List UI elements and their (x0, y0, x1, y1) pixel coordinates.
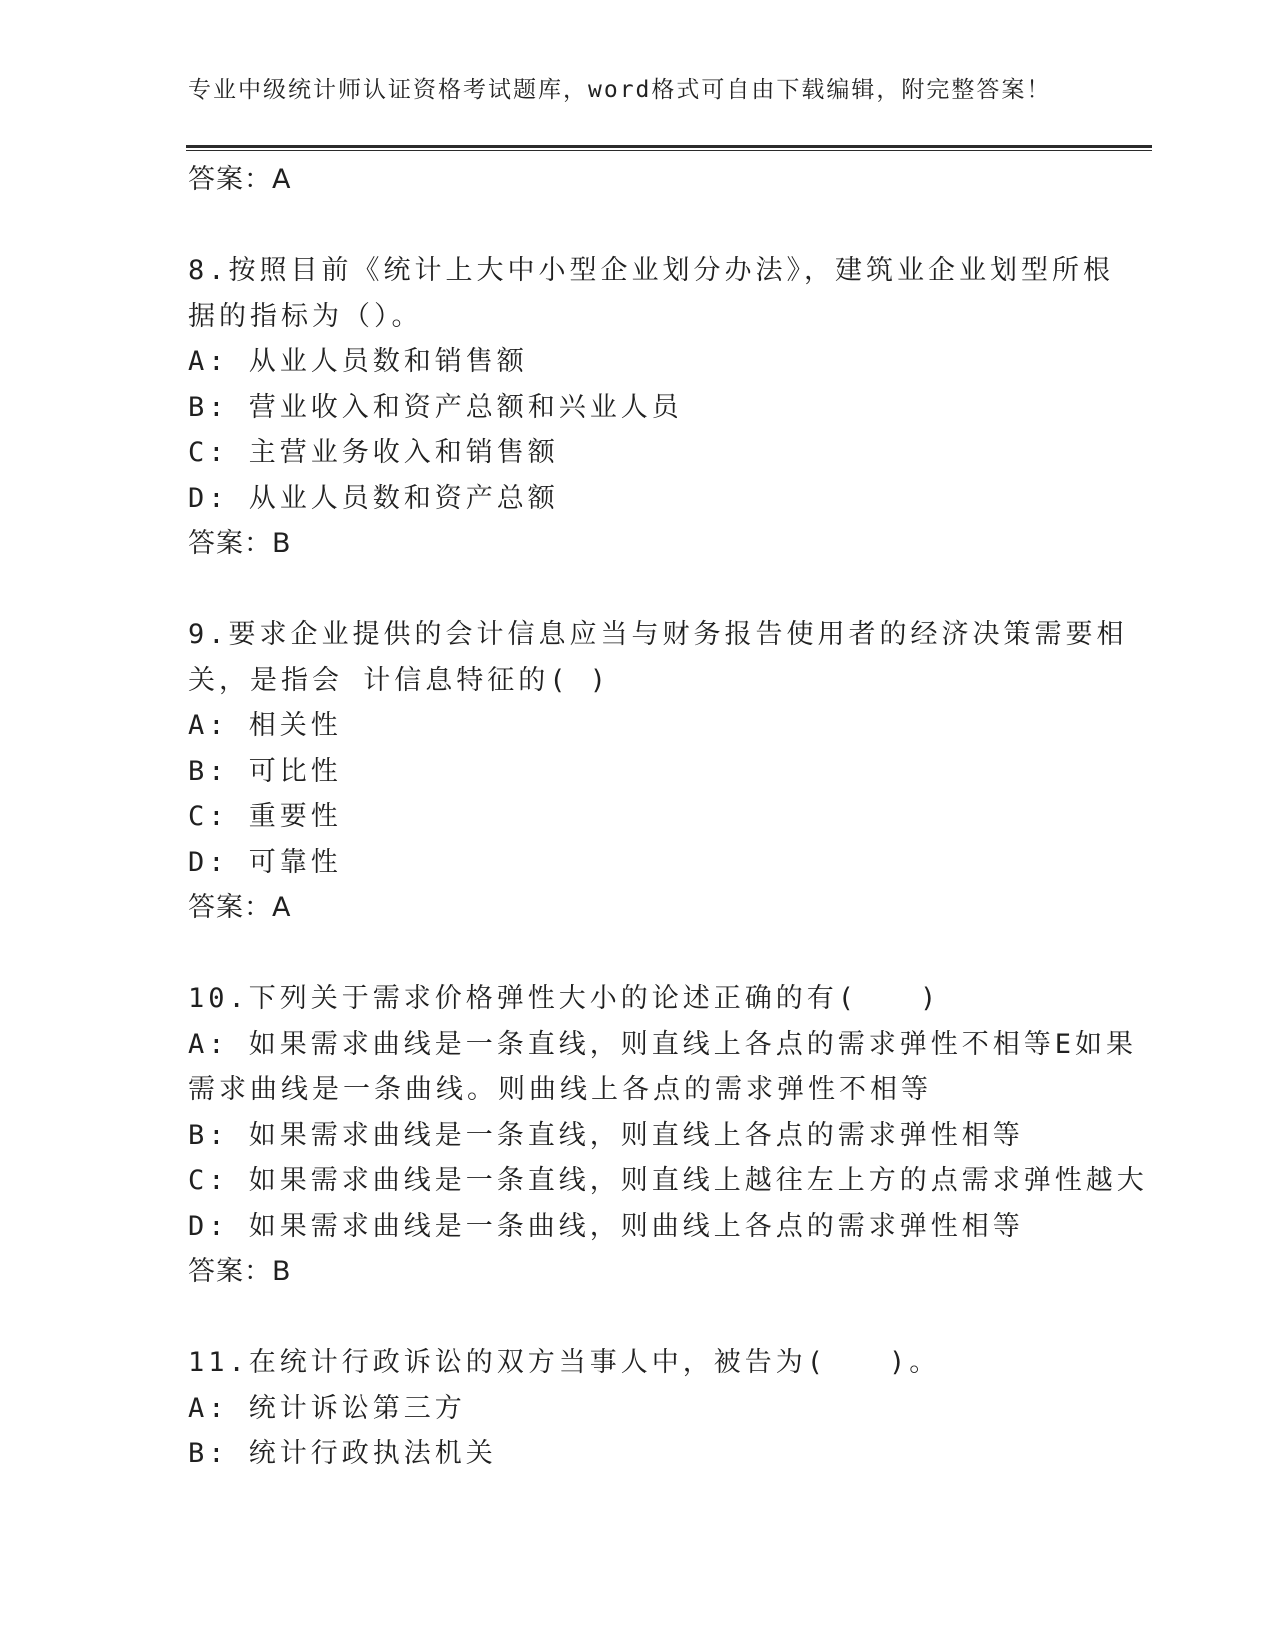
question-10-option-c: C: 如果需求曲线是一条直线，则直线上越往左上方的点需求弹性越大 (188, 1165, 1148, 1196)
question-8-text-cont: 据的指标为（）。 (188, 300, 423, 332)
document-body (188, 157, 1148, 1477)
question-10-option-a: A: 如果需求曲线是一条直线，则直线上各点的需求弹性不相等E如果 (188, 1028, 1138, 1060)
answer-q7: 答案：A (188, 164, 292, 195)
question-11-option-b: B: 统计行政执法机关 (188, 1438, 497, 1469)
question-10-option-b: B: 如果需求曲线是一条直线，则直线上各点的需求弹性相等 (188, 1119, 1024, 1151)
question-11-option-a: A: 统计诉讼第三方 (188, 1392, 466, 1424)
question-11-text: 11.在统计行政诉讼的双方当事人中，被告为( )。 (188, 1347, 941, 1378)
spacer (188, 931, 1088, 977)
page-header: 专业中级统计师认证资格考试题库，word格式可自由下载编辑，附完整答案！ (188, 77, 1052, 103)
header-divider (186, 145, 1152, 151)
question-10-option-d: D: 如果需求曲线是一条曲线，则曲线上各点的需求弹性相等 (188, 1210, 1024, 1242)
question-9-option-d: D: 可靠性 (188, 846, 342, 878)
question-8-option-b: B: 营业收入和资产总额和兴业人员 (188, 391, 683, 423)
question-9-option-a: A: 相关性 (188, 710, 342, 741)
question-9-option-c: C: 重要性 (188, 801, 342, 832)
question-9-text-cont: 关，是指会 计信息特征的( ) (188, 664, 611, 696)
question-10-text: 10.下列关于需求价格弹性大小的论述正确的有( ) (188, 983, 941, 1014)
answer-q9: 答案：A (188, 892, 292, 923)
question-8-text: 8.按照目前《统计上大中小型企业划分办法》，建筑业企业划型所根 (188, 255, 1115, 286)
answer-q10: 答案：B (188, 1256, 292, 1287)
question-8-option-a: A: 从业人员数和销售额 (188, 346, 528, 377)
question-8-option-c: C: 主营业务收入和销售额 (188, 437, 559, 468)
question-9-text: 9.要求企业提供的会计信息应当与财务报告使用者的经济决策需要相 (188, 619, 1128, 650)
spacer (188, 567, 1088, 613)
question-8-option-d: D: 从业人员数和资产总额 (188, 482, 559, 514)
answer-q8: 答案：B (188, 528, 292, 559)
question-9-option-b: B: 可比性 (188, 755, 342, 787)
spacer (188, 1295, 1088, 1341)
spacer (188, 203, 1088, 249)
question-10-option-a-cont: 需求曲线是一条曲线。则曲线上各点的需求弹性不相等 (188, 1074, 932, 1105)
